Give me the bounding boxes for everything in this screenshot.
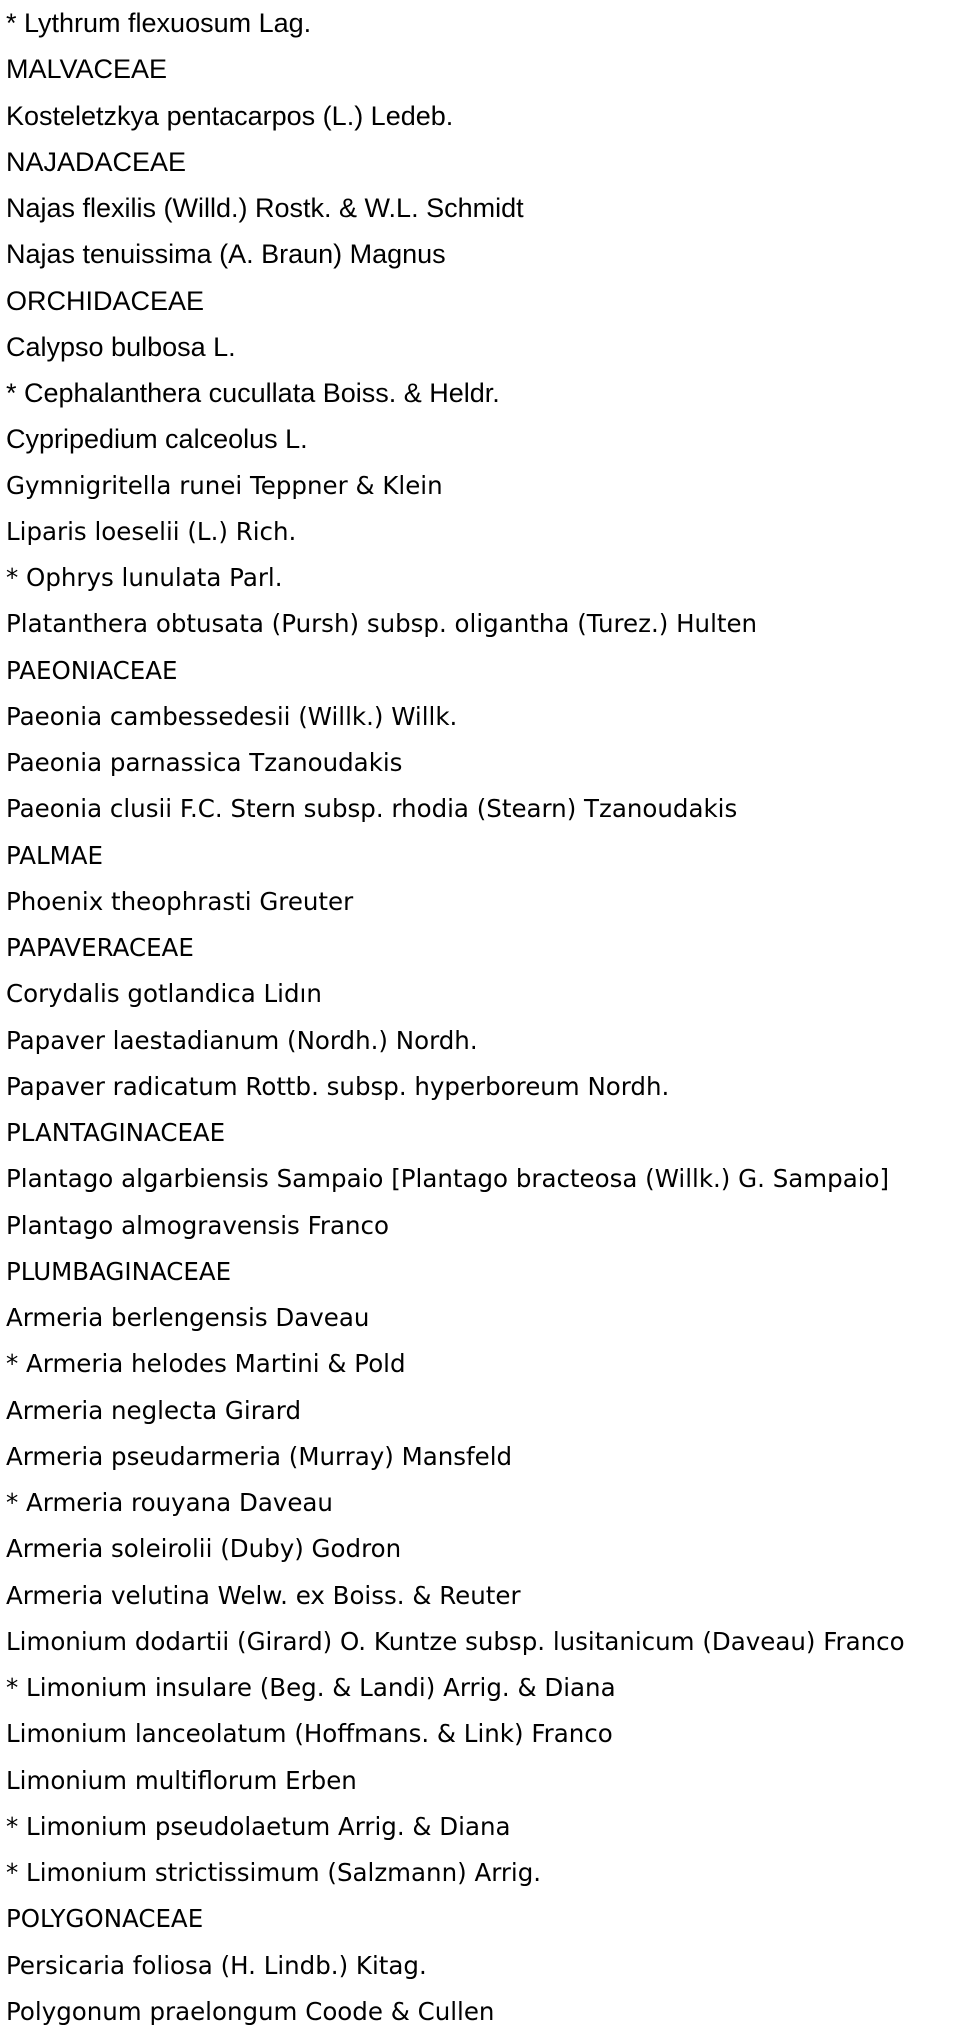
list-item: Paeonia cambessedesii (Willk.) Willk. (6, 701, 458, 731)
family-heading: MALVACEAE (6, 54, 168, 85)
family-heading: NAJADACEAE (6, 146, 187, 177)
family-heading: POLYGONACEAE (6, 1904, 204, 1934)
family-heading: PAPAVERACEAE (6, 933, 194, 962)
list-item: Paeonia parnassica Tzanoudakis (6, 748, 403, 777)
list-item: Papaver radicatum Rottb. subsp. hyperboreum Nordh. (6, 1071, 670, 1101)
list-item: Liparis loeselii (L.) Rich. (6, 516, 297, 546)
family-heading: ORCHIDACEAE (6, 285, 205, 316)
list-item: * Armeria rouyana Daveau (6, 1488, 333, 1517)
list-item: Cypripedium calceolus L. (6, 424, 308, 455)
list-item: Polygonum praelongum Coode & Cullen (6, 1996, 495, 2026)
list-item: Armeria velutina Welw. ex Boiss. & Reuter (6, 1580, 521, 1610)
list-item: Calypso bulbosa L. (6, 331, 236, 362)
list-item: Armeria soleirolii (Duby) Godron (6, 1534, 402, 1564)
list-item: * Limonium pseudolaetum Arrig. & Diana (6, 1811, 511, 1841)
list-item: Limonium multiflorum Erben (6, 1765, 357, 1795)
list-item: Papaver laestadianum (Nordh.) Nordh. (6, 1025, 478, 1055)
list-item: Kosteletzkya pentacarpos (L.) Ledeb. (6, 100, 454, 131)
list-item: Najas tenuissima (A. Braun) Magnus (6, 239, 446, 270)
family-heading: PAEONIACEAE (6, 655, 178, 685)
list-item: * Lythrum flexuosum Lag. (6, 8, 312, 38)
list-item: Paeonia clusii F.C. Stern subsp. rhodia (Stearn) Tzanoudakis (6, 794, 738, 824)
list-item: Persicaria foliosa (H. Lindb.) Kitag. (6, 1950, 427, 1980)
list-item: * Limonium insulare (Beg. & Landi) Arrig. & Diana (6, 1673, 616, 1702)
list-item: Armeria pseudarmeria (Murray) Mansfeld (6, 1441, 513, 1471)
family-heading: PLUMBAGINACEAE (6, 1256, 232, 1286)
list-item: * Cephalanthera cucullata Boiss. & Heldr. (6, 378, 500, 408)
list-item: * Armeria helodes Martini & Pold (6, 1349, 406, 1379)
list-item: Limonium lanceolatum (Hoffmans. & Link) Franco (6, 1719, 613, 1749)
list-item: Limonium dodartii (Girard) O. Kuntze subsp. lusitanicum (Daveau) Franco (6, 1626, 905, 1656)
list-item: Platanthera obtusata (Pursh) subsp. oligantha (Turez.) Hulten (6, 609, 758, 639)
family-heading: PLANTAGINACEAE (6, 1118, 226, 1147)
list-item: Armeria berlengensis Daveau (6, 1303, 370, 1332)
list-item: * Ophrys lunulata Parl. (6, 563, 283, 592)
list-item: Gymnigritella runei Teppner & Klein (6, 470, 443, 500)
list-item: Plantago algarbiensis Sampaio [Plantago bracteosa (Willk.) G. Sampaio] (6, 1164, 890, 1194)
list-item: Najas flexilis (Willd.) Rostk. & W.L. Schmidt (6, 193, 524, 223)
list-item: Corydalis gotlandica Lidın (6, 979, 322, 1009)
list-item: * Limonium strictissimum (Salzmann) Arrig. (6, 1858, 542, 1887)
family-heading: PALMAE (6, 840, 103, 870)
list-item: Phoenix theophrasti Greuter (6, 886, 354, 916)
list-item: Armeria neglecta Girard (6, 1395, 302, 1425)
list-item: Plantago almogravensis Franco (6, 1210, 389, 1240)
